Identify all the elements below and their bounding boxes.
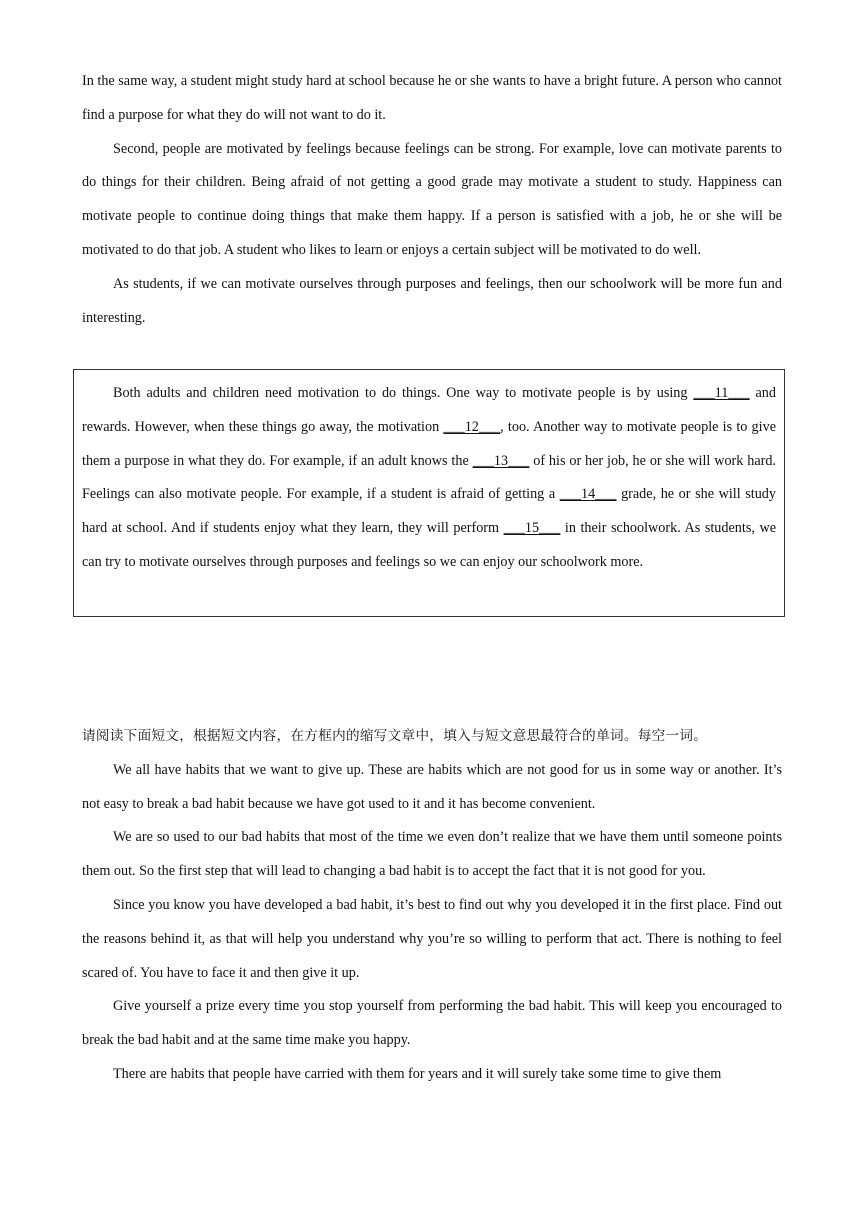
passage-paragraph: Second, people are motivated by feelings because feelings can be strong. For example, love can motivate parents to do things for their children. Being afraid of not getting a good grade may motivate a student to study. Happiness can motivate people to continue doing things that make them happy. If a person is satisfied with a job, he or she will be motivated to do that job. A student who likes to learn or enjoys a certain subject will be motivated to do well. [82,140,782,258]
blank-11[interactable]: ___11___ [693,385,750,401]
summary-segment: in their schoolwork. As students, we can try to motivate ourselves through purposes and feelings so we can enjoy our schoolwork more. [82,520,776,570]
summary-segment: grade, he or she will study hard at school. And if students enjoy what they learn, they will perform [82,486,776,537]
passage-paragraph: We are so used to our bad habits that most of the time we even don’t realize that we have them until someone points them out. So the first step that will lead to changing a bad habit is to accept the fact that it is not good for you. [82,829,782,880]
passage-paragraph: As students, if we can motivate ourselves through purposes and feelings, then our schoolwork will be more fun and interesting. [82,275,782,326]
passage-bottom [82,720,782,1092]
passage-paragraph: There are habits that people have carried with them for years and it will surely take some time to give them [113,1065,722,1082]
passage-paragraph: We all have habits that we want to give up. These are habits which are not good for us in some way or another. It’s not easy to break a bad habit because we have got used to it and it has become convenient. [82,761,782,812]
blank-12[interactable]: ___12___ [443,418,501,435]
summary-segment: of his or her job, he or she will work hard. Feelings can also motivate people. For example, if a student is afraid of getting a [82,452,777,503]
summary-segment: and rewards. However, when these things go away, the motivation [82,385,776,435]
summary-segment: , too. Another way to motivate people is to give them a purpose in what they do. For example, if an adult knows the [82,418,776,469]
summary-segment: Both adults and children need motivation to do things. One way to motivate people is by using [113,385,694,401]
summary-paragraph [82,377,776,580]
summary-box [73,369,785,617]
passage-top [82,65,782,335]
blank-14[interactable]: ___14___ [559,486,617,503]
instruction-text: 请阅读下面短文，根据短文内容，在方框内的缩写文章中，填入与短文意思最符合的单词。每空一词。 [82,728,708,744]
summary-text [82,377,776,580]
blank-15[interactable]: ___15___ [503,520,561,537]
passage-paragraph: Give yourself a prize every time you stop yourself from performing the bad habit. This will keep you encouraged to break the bad habit and at the same time make you happy. [82,998,782,1049]
passage-paragraph: In the same way, a student might study hard at school because he or she wants to have a bright future. A person who cannot find a purpose for what they do will not want to do it. [82,73,782,123]
blank-13[interactable]: ___13___ [472,452,530,469]
passage-paragraph: Since you know you have developed a bad habit, it’s best to find out why you developed it in the first place. Find out the reasons behind it, as that will help you understand why you’re so willing to perform that act. There is nothing to feel scared of. You have to face it and then give it up. [82,896,782,981]
